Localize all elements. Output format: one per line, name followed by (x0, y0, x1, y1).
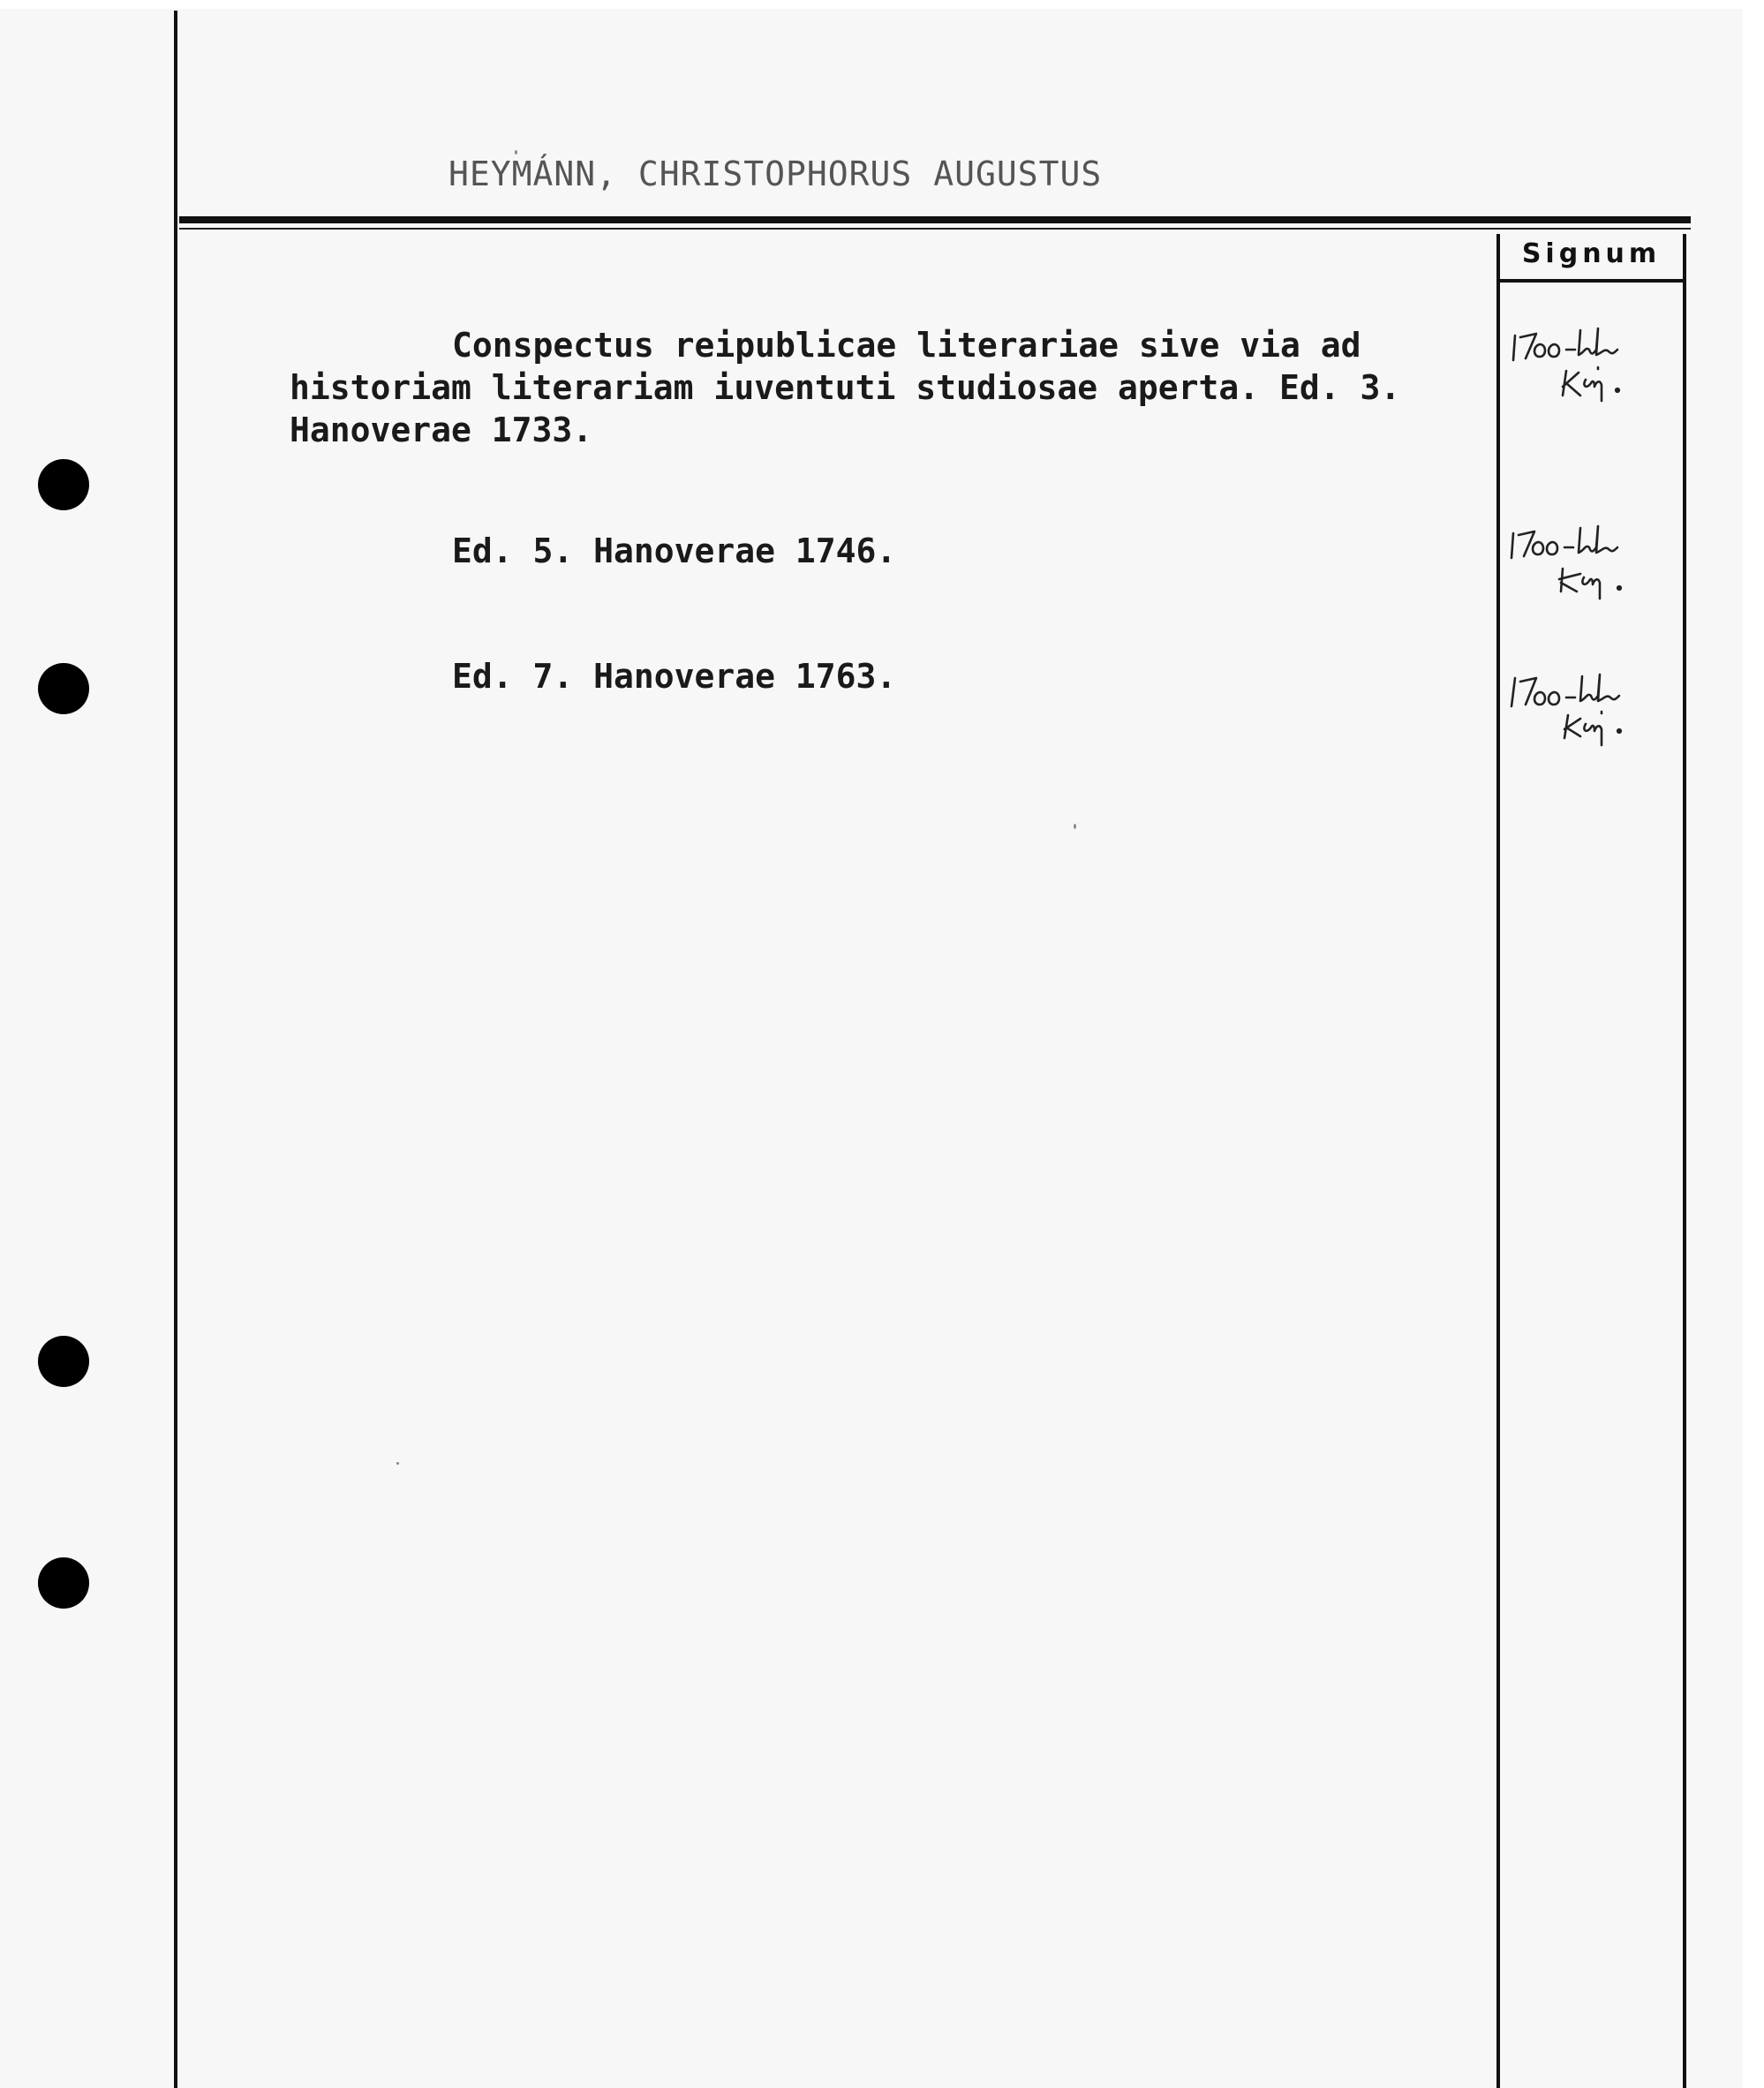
entry-1 (290, 324, 1473, 451)
punch-hole (38, 459, 89, 510)
signum-handwriting-1 (1510, 325, 1686, 404)
signum-header: Signum (1521, 238, 1662, 269)
scan-border-top (0, 0, 1764, 9)
signum-column-border-right (1683, 234, 1686, 2088)
handwriting-signum-icon (1510, 521, 1686, 600)
handwriting-signum-icon (1510, 671, 1686, 750)
scan-speck (1074, 824, 1076, 829)
heading-rule-thin (179, 228, 1691, 230)
heading-rule-thick (179, 216, 1691, 223)
scan-border-right (1743, 0, 1764, 2088)
signum-header-underline (1500, 279, 1683, 283)
signum-handwriting-3 (1510, 671, 1686, 750)
entry-2-text: Ed. 5. Hanoverae 1746. (452, 531, 897, 570)
scan-speck (515, 150, 517, 155)
entry-3-text: Ed. 7. Hanoverae 1763. (452, 657, 897, 696)
signum-column-border-left (1496, 234, 1500, 2088)
handwriting-signum-icon (1510, 325, 1686, 404)
punch-hole (38, 1557, 89, 1609)
author-heading: HEYMÁNN, CHRISTOPHORUS AUGUSTUS (449, 155, 1103, 193)
entry-1-text: Conspectus reipublicae literariae sive via ad historiam literariam iuventuti studiosae aperta. Ed. 3. Hanoverae 1733. (290, 326, 1421, 449)
signum-handwriting-2 (1510, 521, 1686, 600)
scan-speck (396, 1462, 399, 1465)
left-margin-line (174, 11, 177, 2088)
punch-hole (38, 1336, 89, 1387)
entry-3 (290, 655, 1473, 697)
punch-hole (38, 663, 89, 714)
entry-2 (290, 530, 1473, 572)
